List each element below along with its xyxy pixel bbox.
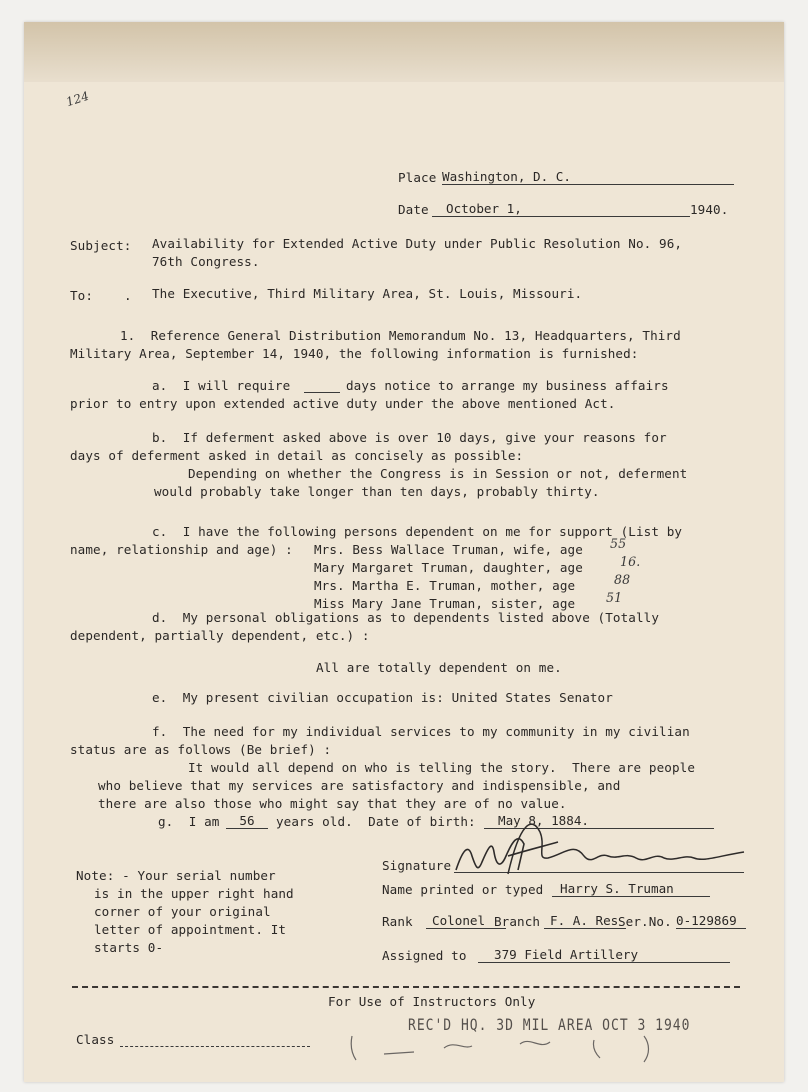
dependent-3-age: 88 — [614, 572, 631, 587]
torn-top-edge — [24, 22, 784, 82]
note-line-4: letter of appointment. It — [94, 922, 287, 937]
corner-mark: 124 — [64, 88, 91, 110]
to-value: The Executive, Third Military Area, St. Louis, Missouri. — [152, 286, 583, 301]
item-f-line-1: f. The need for my individual services to my community in my civilian — [152, 724, 690, 739]
note-line-2: is in the upper right hand — [94, 886, 294, 901]
note-line-5: starts 0- — [94, 940, 164, 955]
item-c-line-2: name, relationship and age) : — [70, 542, 293, 557]
to-label: To: — [70, 288, 94, 303]
serno-value: 0-129869 — [676, 913, 737, 928]
dob-value: May 8, 1884. — [498, 813, 589, 828]
date-field — [432, 202, 690, 217]
branch-value: F. A. Res — [550, 913, 619, 928]
age-value: 56 — [239, 813, 255, 828]
dashed-divider — [72, 986, 740, 988]
class-field — [120, 1032, 310, 1047]
dependent-4-age: 51 — [606, 590, 623, 605]
branch-label: Branch — [494, 914, 541, 929]
date-value: October 1, — [446, 201, 522, 216]
item-d-line-2: dependent, partially dependent, etc.) : — [70, 628, 370, 643]
name-label: Name printed or typed — [382, 882, 544, 897]
item-g-mid: years old. Date of birth: — [276, 814, 476, 829]
name-field — [552, 882, 710, 897]
rank-label: Rank — [382, 914, 413, 929]
item-c-line-1: c. I have the following persons dependent on me for support (List by — [152, 524, 683, 539]
note-line-3: corner of your original — [94, 904, 271, 919]
age-field — [226, 814, 268, 829]
subject-line-1: Availability for Extended Active Duty under Public Resolution No. 96, — [152, 236, 683, 251]
class-label: Class — [76, 1032, 115, 1047]
subject-line-2: 76th Congress. — [152, 254, 260, 269]
dependent-3: Mrs. Martha E. Truman, mother, age — [314, 578, 576, 593]
item-b-line-2: days of deferment asked in detail as concisely as possible: — [70, 448, 524, 463]
para-1-line-2: Military Area, September 14, 1940, the following information is furnished: — [70, 346, 639, 361]
item-a-line-1-post: days notice to arrange my business affairs — [346, 378, 669, 393]
subject-label: Subject: — [70, 238, 132, 253]
item-b-answer-2: would probably take longer than ten days, probably thirty. — [154, 484, 600, 499]
item-f-answer-2: who believe that my services are satisfactory and indispensible, and — [98, 778, 621, 793]
dependent-2: Mary Margaret Truman, daughter, age — [314, 560, 583, 575]
pencil-marks — [344, 1030, 664, 1064]
note-line-1: Note: - Your serial number — [76, 868, 276, 883]
item-b-line-1: b. If deferment asked above is over 10 days, give your reasons for — [152, 430, 667, 445]
item-a-line-2: prior to entry upon extended active duty under the above mentioned Act. — [70, 396, 616, 411]
branch-field — [544, 914, 626, 929]
name-value: Harry S. Truman — [560, 881, 674, 896]
document-sheet — [24, 22, 784, 1082]
dependent-1: Mrs. Bess Wallace Truman, wife, age — [314, 542, 583, 557]
dependent-1-age: 55 — [610, 536, 627, 551]
date-label: Date — [398, 202, 429, 217]
item-a-line-1-pre: a. I will require — [152, 378, 291, 393]
item-e-line: e. My present civilian occupation is: United States Senator — [152, 690, 613, 705]
date-year: 1940. — [690, 202, 729, 217]
signature-handwriting — [448, 812, 748, 882]
dependent-2-age: 16. — [620, 554, 641, 569]
serno-field — [676, 914, 746, 929]
assigned-field — [478, 948, 730, 963]
item-f-answer-3: there are also those who might say that they are of no value. — [98, 796, 567, 811]
assigned-value: 379 Field Artillery — [494, 947, 639, 962]
item-d-line-1: d. My personal obligations as to dependents listed above (Totally — [152, 610, 660, 625]
item-d-answer: All are totally dependent on me. — [316, 660, 562, 675]
place-value: Washington, D. C. — [442, 169, 571, 184]
dependent-4: Miss Mary Jane Truman, sister, age — [314, 596, 576, 611]
place-label: Place — [398, 170, 437, 185]
item-f-answer-1: It would all depend on who is telling the story. There are people — [188, 760, 696, 775]
para-1-line-1: 1. Reference General Distribution Memorandum No. 13, Headquarters, Third — [120, 328, 681, 343]
days-notice-blank — [304, 378, 340, 393]
item-g-pre: g. I am — [158, 814, 220, 829]
received-stamp: REC'D HQ. 3D MIL AREA OCT 3 1940 — [408, 1016, 691, 1035]
place-field — [442, 170, 734, 185]
rank-value: Colonel — [432, 913, 486, 928]
instructors-heading: For Use of Instructors Only — [328, 994, 536, 1009]
item-b-answer-1: Depending on whether the Congress is in Session or not, deferment — [188, 466, 688, 481]
assigned-label: Assigned to — [382, 948, 467, 963]
serno-label: Ser.No. — [618, 914, 672, 929]
signature-label: Signature — [382, 858, 452, 873]
to-dot: . — [124, 288, 132, 303]
item-f-line-2: status are as follows (Be brief) : — [70, 742, 332, 757]
